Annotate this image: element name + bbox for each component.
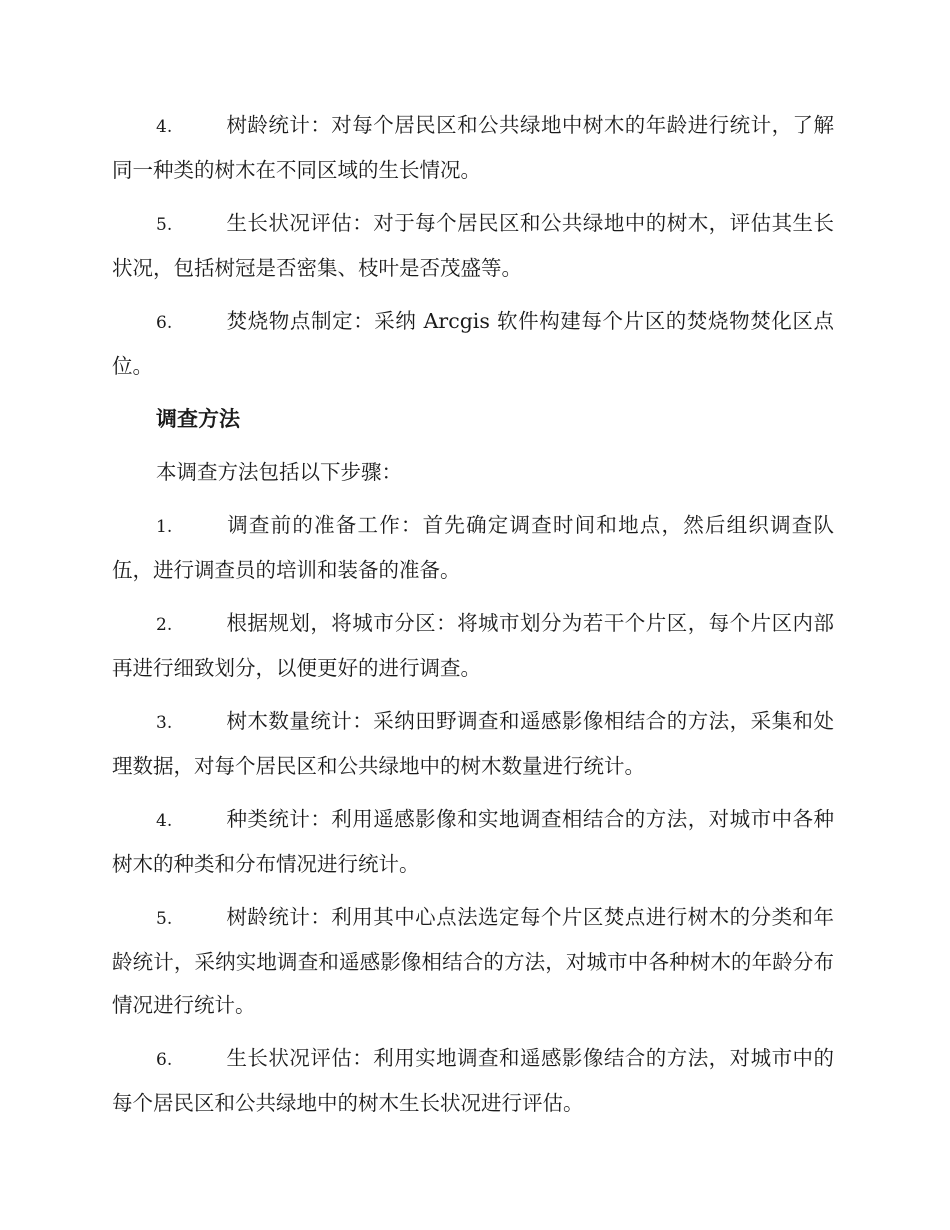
list-item	[112, 1037, 834, 1125]
list-number: 3.	[156, 713, 173, 733]
list-text: 根据规划，将城市分区：将城市划分为若干个片区，每个片区内部再进行细致划分，以便更好的进行调查。	[112, 611, 834, 680]
list-text: 树木数量统计：采纳田野调查和遥感影像相结合的方法，采集和处理数据，对每个居民区和公共绿地中的树木数量进行统计。	[112, 709, 834, 778]
list-number: 6.	[156, 1050, 173, 1070]
list-item	[112, 504, 834, 592]
list-item	[112, 104, 834, 192]
list-item	[112, 700, 834, 788]
list-number: 2.	[156, 615, 173, 635]
list-item	[112, 602, 834, 690]
list-item	[112, 798, 834, 886]
list-text: 调查前的准备工作：首先确定调查时间和地点，然后组织调查队伍，进行调查员的培训和装备的准备。	[112, 513, 834, 582]
list-number: 4.	[156, 811, 173, 831]
intro-paragraph: 本调查方法包括以下步骤：	[156, 460, 402, 484]
section-heading: 调查方法	[156, 407, 240, 431]
list-number: 6.	[156, 313, 173, 333]
list-number: 1.	[156, 517, 173, 537]
list-item	[112, 300, 834, 388]
list-number: 5.	[156, 909, 173, 929]
list-item	[112, 896, 834, 1027]
list-text: 生长状况评估：对于每个居民区和公共绿地中的树木，评估其生长状况，包括树冠是否密集、枝叶是否茂盛等。	[112, 211, 834, 280]
list-text: 生长状况评估：利用实地调查和遥感影像结合的方法，对城市中的每个居民区和公共绿地中的树木生长状况进行评估。	[112, 1046, 834, 1115]
list-item	[112, 202, 834, 290]
list-text: 种类统计：利用遥感影像和实地调查相结合的方法，对城市中各种树木的种类和分布情况进行统计。	[112, 807, 834, 876]
list-text: 树龄统计：利用其中心点法选定每个片区焚点进行树木的分类和年龄统计，采纳实地调查和遥感影像相结合的方法，对城市中各种树木的年龄分布情况进行统计。	[112, 905, 834, 1017]
list-text: 树龄统计：对每个居民区和公共绿地中树木的年龄进行统计，了解同一种类的树木在不同区域的生长情况。	[112, 113, 834, 182]
list-number: 4.	[156, 117, 173, 137]
list-number: 5.	[156, 215, 173, 235]
list-text: 焚烧物点制定：采纳 Arcgis 软件构建每个片区的焚烧物焚化区点位。	[112, 309, 834, 378]
